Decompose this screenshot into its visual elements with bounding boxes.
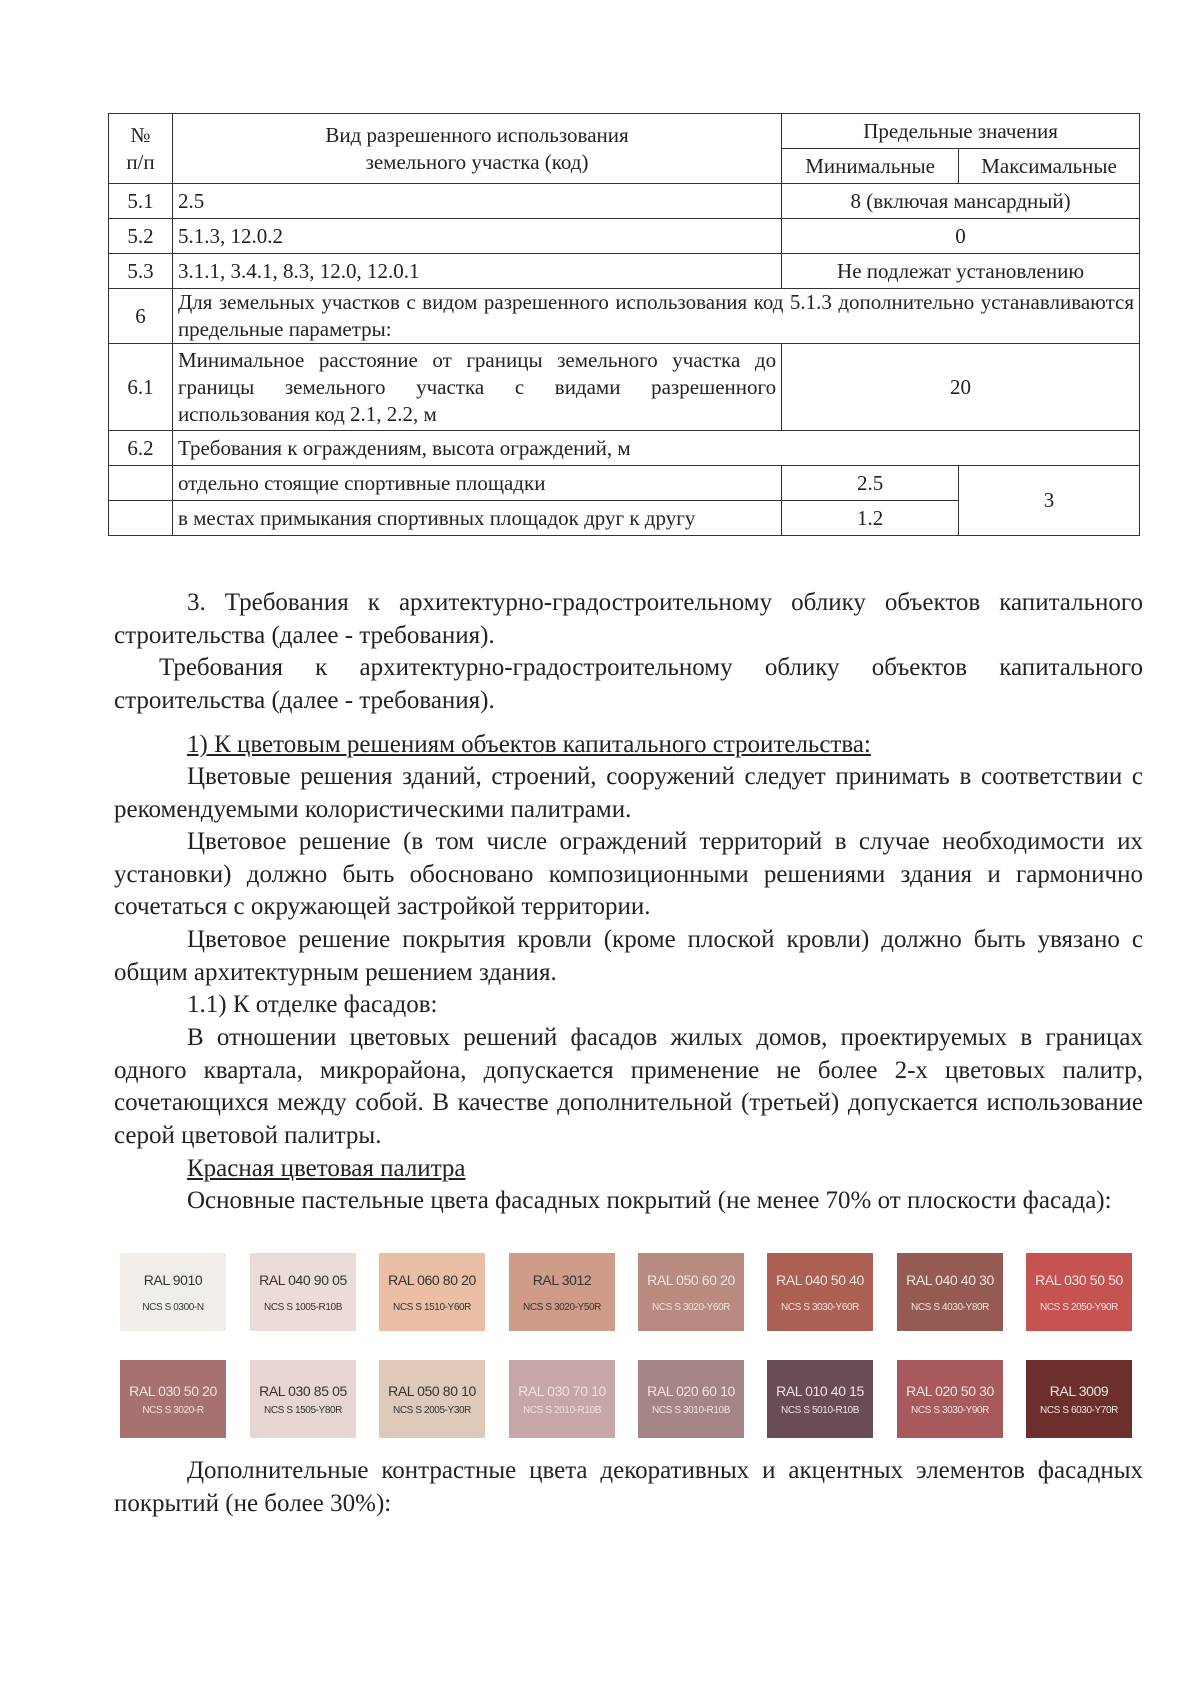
row-type: Требования к ограждениям, высота ограждений, м [172,431,1139,466]
color-swatch [250,1360,356,1438]
color-swatch [120,1360,226,1438]
row-num [109,466,173,501]
ncs-code: NCS S 2010-R10B [523,1404,601,1416]
row-type: в местах примыкания спортивных площадок друг к другу [172,501,781,536]
ncs-code: NCS S 4030-Y80R [911,1301,989,1313]
table-row [109,289,1140,344]
header-min: Минимальные [782,149,959,184]
color-swatch [767,1360,873,1438]
row-type: 2.5 [172,184,781,219]
ncs-code: NCS S 3030-Y60R [781,1301,859,1313]
row-type: отдельно стоящие спортивные площадки [172,466,781,501]
row-value: 8 (включая мансардный) [782,184,1140,219]
subsection-heading: 1.1) К отделке фасадов: [187,991,438,1018]
row-num: 6.1 [109,344,173,431]
color-swatch [1026,1360,1132,1438]
ral-code: RAL 050 60 20 [647,1271,735,1288]
subsection-heading: 1) К цветовым решениям объектов капитального строительства: [187,731,871,758]
row-value: Не подлежат установлению [782,254,1140,289]
ral-code: RAL 040 90 05 [259,1271,347,1288]
ral-code: RAL 030 50 50 [1035,1271,1123,1288]
palette-title: Красная цветовая палитра [187,1155,466,1182]
table-row [109,344,1140,431]
table-row [109,184,1140,219]
ncs-code: NCS S 1005-R10B [264,1301,342,1313]
row-num: 6.2 [109,431,173,466]
ncs-code: NCS S 5010-R10B [781,1404,859,1416]
ral-code: RAL 3009 [1049,1382,1109,1399]
row-type: 3.1.1, 3.4.1, 8.3, 12.0, 12.0.1 [172,254,781,289]
color-swatch [379,1253,485,1331]
ral-code: RAL 040 40 30 [906,1271,994,1288]
ral-code: RAL 040 50 40 [776,1271,864,1288]
row-num: 6 [109,289,173,344]
paragraph: Цветовое решение покрытия кровли (кроме плоской кровли) должно быть увязано с общим архитектурным решением здания. [114,926,1143,986]
ral-code: RAL 030 50 20 [129,1382,217,1399]
header-num: № п/п [109,114,173,184]
ral-code: RAL 060 80 20 [388,1271,476,1288]
color-swatch [638,1253,744,1331]
paragraph: Требования к архитектурно-градостроительному облику объектов капитального строительства (далее - требования). [114,654,1143,714]
ral-code: RAL 3012 [532,1271,592,1288]
ncs-code: NCS S 3020-Y50R [523,1301,601,1313]
color-swatch [379,1360,485,1438]
paragraph: Цветовое решение (в том числе ограждений территорий в случае необходимости их установки) должно быть обосновано композиционными решениями здания и гармонично сочетаться с окружающей застройкой территории. [114,828,1143,920]
paragraph: Основные пастельные цвета фасадных покрытий (не менее 70% от плоскости фасада): [187,1187,1112,1214]
row-num: 5.3 [109,254,173,289]
ral-code: RAL 030 70 10 [518,1382,606,1399]
ncs-code: NCS S 1505-Y80R [264,1404,342,1416]
ncs-code: NCS S 6030-Y70R [1040,1404,1118,1416]
row-value: 0 [782,219,1140,254]
section-3-heading: 3. Требования к архитектурно-градостроительному облику объектов капитального строительства (далее - требования). [114,589,1143,649]
ral-code: RAL 010 40 15 [776,1382,864,1399]
color-swatch [638,1360,744,1438]
header-limits: Предельные значения [782,114,1140,149]
row-max: 3 [959,466,1140,536]
row-num [109,501,173,536]
ncs-code: NCS S 1510-Y60R [393,1301,471,1313]
row-type: Минимальное расстояние от границы земельного участка до границы земельного участка с видами разрешенного использования код 2.1, 2.2, м [172,344,781,431]
row-value: 20 [782,344,1140,431]
ral-code: RAL 020 60 10 [647,1382,735,1399]
row-min: 1.2 [782,501,959,536]
parameters-table [108,113,1140,536]
ral-code: RAL 030 85 05 [259,1382,347,1399]
row-num: 5.2 [109,219,173,254]
color-swatch [897,1360,1003,1438]
table-row [109,466,1140,501]
ncs-code: NCS S 3020-Y60R [652,1301,730,1313]
color-swatch [767,1253,873,1331]
ral-code: RAL 050 80 10 [388,1382,476,1399]
header-type: Вид разрешенного использования земельного участка (код) [172,114,781,184]
row-type: Для земельных участков с видом разрешенного использования код 5.1.3 дополнительно устанавливаются предельные параметры: [172,289,1139,344]
row-type: 5.1.3, 12.0.2 [172,219,781,254]
ral-code: RAL 9010 [143,1271,203,1288]
row-min: 2.5 [782,466,959,501]
ncs-code: NCS S 3030-Y90R [911,1404,989,1416]
color-swatch [1026,1253,1132,1331]
ncs-code: NCS S 2005-Y30R [393,1404,471,1416]
row-num: 5.1 [109,184,173,219]
paragraph: Цветовые решения зданий, строений, сооружений следует принимать в соответствии с рекомендуемыми колористическими палитрами. [114,763,1143,823]
table-row [109,254,1140,289]
color-swatch [120,1253,226,1331]
ncs-code: NCS S 2050-Y90R [1040,1301,1118,1313]
paragraph: Дополнительные контрастные цвета декоративных и акцентных элементов фасадных покрытий (не более 30%): [114,1457,1143,1517]
paragraph: В отношении цветовых решений фасадов жилых домов, проектируемых в границах одного квартала, микрорайона, допускается применение не более 2-х цветовых палитр, сочетающихся между собой. В качестве дополнительной (третьей) допускается использование серой цветовой палитры. [114,1024,1143,1149]
header-max: Максимальные [959,149,1140,184]
color-swatch [509,1253,615,1331]
ncs-code: NCS S 0300-N [142,1301,204,1313]
ral-code: RAL 020 50 30 [906,1382,994,1399]
color-swatch [509,1360,615,1438]
ncs-code: NCS S 3020-R [142,1404,204,1416]
color-swatch [897,1253,1003,1331]
table-row [109,219,1140,254]
color-swatch [250,1253,356,1331]
ncs-code: NCS S 3010-R10B [652,1404,730,1416]
table-row [109,431,1140,466]
